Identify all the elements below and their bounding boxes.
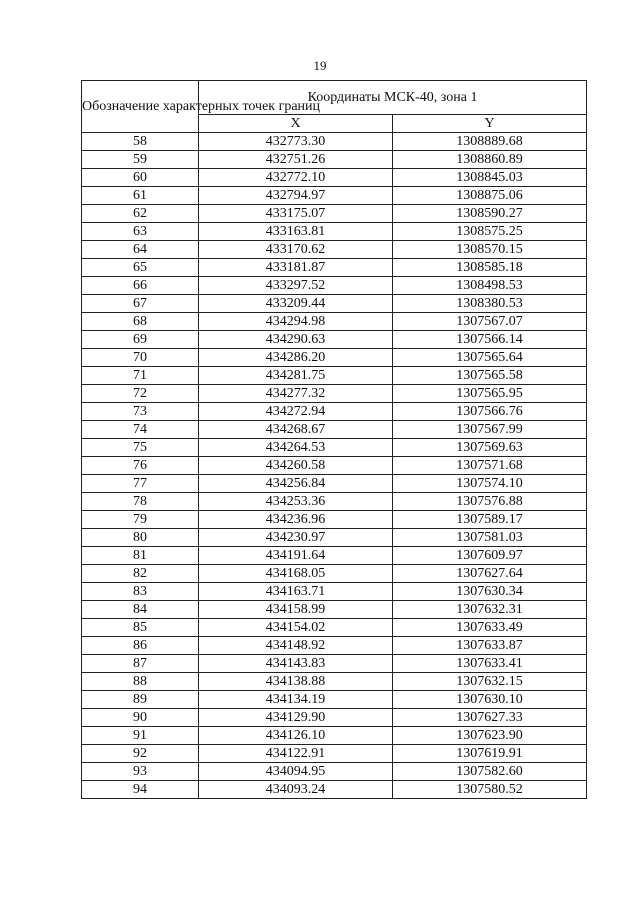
x-coordinate-cell: 434154.02 [199,619,393,637]
designation-header: Обозначение характерных точек границ [82,81,199,133]
point-cell: 65 [82,259,199,277]
y-coordinate-cell: 1307566.14 [393,331,587,349]
point-cell: 81 [82,547,199,565]
point-cell: 59 [82,151,199,169]
table-row [82,223,587,241]
point-cell: 91 [82,727,199,745]
x-coordinate-cell: 432773.30 [199,133,393,151]
table-row [82,691,587,709]
point-cell: 60 [82,169,199,187]
y-coordinate-cell: 1307571.68 [393,457,587,475]
x-coordinate-cell: 433163.81 [199,223,393,241]
point-cell: 71 [82,367,199,385]
point-cell: 92 [82,745,199,763]
y-coordinate-cell: 1307580.52 [393,781,587,799]
table-row [82,349,587,367]
x-coordinate-cell: 434236.96 [199,511,393,529]
y-coordinate-cell: 1307567.07 [393,313,587,331]
point-cell: 80 [82,529,199,547]
point-cell: 68 [82,313,199,331]
point-cell: 75 [82,439,199,457]
y-coordinate-cell: 1308498.53 [393,277,587,295]
y-coordinate-cell: 1307627.33 [393,709,587,727]
y-coordinate-cell: 1308845.03 [393,169,587,187]
x-header: X [199,115,393,133]
table-row [82,259,587,277]
header-row [82,81,587,115]
x-coordinate-cell: 434290.63 [199,331,393,349]
x-coordinate-cell: 432751.26 [199,151,393,169]
y-coordinate-cell: 1307630.10 [393,691,587,709]
table-row [82,475,587,493]
x-coordinate-cell: 434277.32 [199,385,393,403]
table-row [82,547,587,565]
x-coordinate-cell: 434253.36 [199,493,393,511]
table-row [82,133,587,151]
x-coordinate-cell: 434093.24 [199,781,393,799]
table-row [82,709,587,727]
point-cell: 64 [82,241,199,259]
table-row [82,367,587,385]
y-coordinate-cell: 1307581.03 [393,529,587,547]
table-header [82,81,587,133]
x-coordinate-cell: 434286.20 [199,349,393,367]
table-row [82,493,587,511]
point-cell: 87 [82,655,199,673]
table-row [82,439,587,457]
y-coordinate-cell: 1307566.76 [393,403,587,421]
x-coordinate-cell: 433297.52 [199,277,393,295]
point-cell: 69 [82,331,199,349]
x-coordinate-cell: 434260.58 [199,457,393,475]
y-coordinate-cell: 1308570.15 [393,241,587,259]
point-cell: 90 [82,709,199,727]
point-cell: 84 [82,601,199,619]
y-coordinate-cell: 1307633.49 [393,619,587,637]
x-coordinate-cell: 434094.95 [199,763,393,781]
point-cell: 61 [82,187,199,205]
table-row [82,169,587,187]
x-coordinate-cell: 434256.84 [199,475,393,493]
point-cell: 62 [82,205,199,223]
y-coordinate-cell: 1308590.27 [393,205,587,223]
table-row [82,781,587,799]
y-coordinate-cell: 1307632.15 [393,673,587,691]
point-cell: 86 [82,637,199,655]
x-coordinate-cell: 434143.83 [199,655,393,673]
y-coordinate-cell: 1307567.99 [393,421,587,439]
y-coordinate-cell: 1308380.53 [393,295,587,313]
coordinates-table [81,80,587,799]
y-coordinate-cell: 1307632.31 [393,601,587,619]
point-cell: 73 [82,403,199,421]
table-row [82,637,587,655]
point-cell: 93 [82,763,199,781]
table-row [82,727,587,745]
table-row [82,205,587,223]
y-coordinate-cell: 1308575.25 [393,223,587,241]
x-coordinate-cell: 434168.05 [199,565,393,583]
table-row [82,331,587,349]
table-row [82,403,587,421]
x-coordinate-cell: 434129.90 [199,709,393,727]
table-row [82,601,587,619]
table-row [82,583,587,601]
table-row [82,529,587,547]
y-coordinate-cell: 1307630.34 [393,583,587,601]
y-coordinate-cell: 1308875.06 [393,187,587,205]
x-coordinate-cell: 434272.94 [199,403,393,421]
x-coordinate-cell: 434264.53 [199,439,393,457]
y-coordinate-cell: 1307574.10 [393,475,587,493]
point-cell: 77 [82,475,199,493]
table-row [82,511,587,529]
point-cell: 66 [82,277,199,295]
y-coordinate-cell: 1308585.18 [393,259,587,277]
table-row [82,187,587,205]
y-coordinate-cell: 1307576.88 [393,493,587,511]
point-cell: 83 [82,583,199,601]
table-row [82,151,587,169]
x-coordinate-cell: 434281.75 [199,367,393,385]
point-cell: 94 [82,781,199,799]
table-row [82,277,587,295]
y-coordinate-cell: 1307623.90 [393,727,587,745]
point-cell: 67 [82,295,199,313]
y-coordinate-cell: 1307619.91 [393,745,587,763]
y-coordinate-cell: 1307589.17 [393,511,587,529]
y-coordinate-cell: 1307569.63 [393,439,587,457]
y-coordinate-cell: 1307633.87 [393,637,587,655]
point-cell: 89 [82,691,199,709]
point-cell: 70 [82,349,199,367]
x-coordinate-cell: 432772.10 [199,169,393,187]
page-number: 19 [313,58,327,73]
point-cell: 76 [82,457,199,475]
x-coordinate-cell: 434134.19 [199,691,393,709]
table-row [82,673,587,691]
y-coordinate-cell: 1308860.89 [393,151,587,169]
point-cell: 88 [82,673,199,691]
point-cell: 58 [82,133,199,151]
x-coordinate-cell: 434163.71 [199,583,393,601]
x-coordinate-cell: 434158.99 [199,601,393,619]
x-coordinate-cell: 434126.10 [199,727,393,745]
table-row [82,295,587,313]
table-row [82,655,587,673]
x-coordinate-cell: 432794.97 [199,187,393,205]
point-cell: 82 [82,565,199,583]
x-coordinate-cell: 434148.92 [199,637,393,655]
y-coordinate-cell: 1307565.64 [393,349,587,367]
x-coordinate-cell: 434138.88 [199,673,393,691]
table-row [82,457,587,475]
point-cell: 72 [82,385,199,403]
point-cell: 63 [82,223,199,241]
x-coordinate-cell: 433181.87 [199,259,393,277]
x-coordinate-cell: 433175.07 [199,205,393,223]
y-coordinate-cell: 1307582.60 [393,763,587,781]
y-coordinate-cell: 1308889.68 [393,133,587,151]
x-coordinate-cell: 433170.62 [199,241,393,259]
point-cell: 74 [82,421,199,439]
table-row [82,421,587,439]
table-row [82,241,587,259]
x-coordinate-cell: 433209.44 [199,295,393,313]
x-coordinate-cell: 434268.67 [199,421,393,439]
x-coordinate-cell: 434230.97 [199,529,393,547]
y-coordinate-cell: 1307565.58 [393,367,587,385]
table-row [82,565,587,583]
table-row [82,385,587,403]
y-coordinate-cell: 1307565.95 [393,385,587,403]
point-cell: 79 [82,511,199,529]
y-coordinate-cell: 1307609.97 [393,547,587,565]
point-cell: 85 [82,619,199,637]
x-coordinate-cell: 434294.98 [199,313,393,331]
table-row [82,763,587,781]
table-row [82,745,587,763]
table-body [82,133,587,799]
table-row [82,619,587,637]
y-header: Y [393,115,587,133]
point-cell: 78 [82,493,199,511]
y-coordinate-cell: 1307633.41 [393,655,587,673]
x-coordinate-cell: 434122.91 [199,745,393,763]
coordinates-header: Координаты МСК-40, зона 1 [199,81,587,115]
y-coordinate-cell: 1307627.64 [393,565,587,583]
x-coordinate-cell: 434191.64 [199,547,393,565]
table-row [82,313,587,331]
